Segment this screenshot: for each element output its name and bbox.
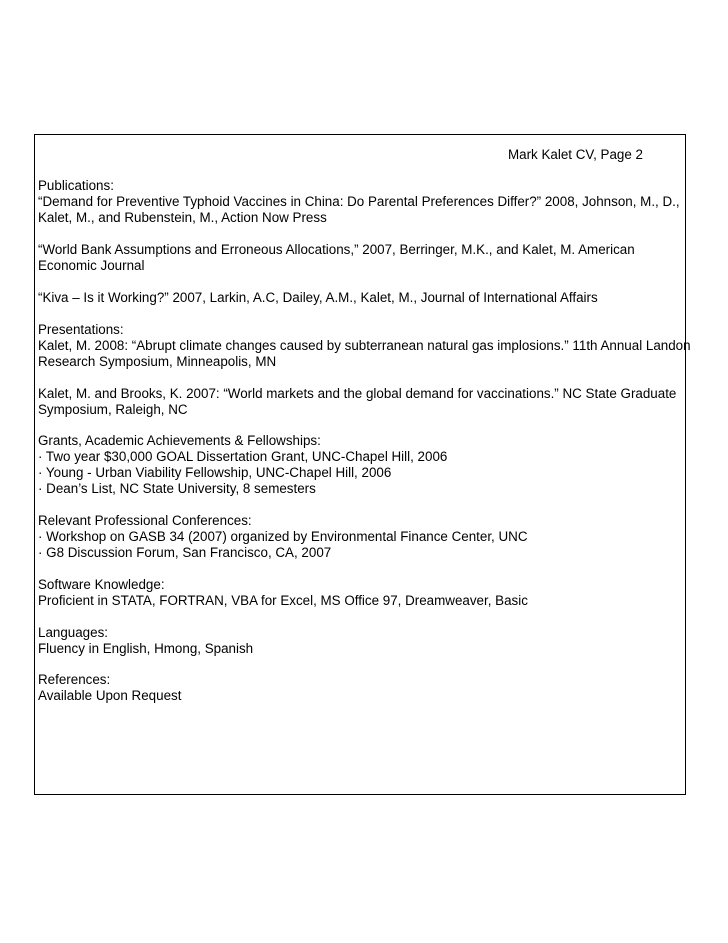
software-text: Proficient in STATA, FORTRAN, VBA for Excel, MS Office 97, Dreamweaver, Basic (38, 593, 528, 608)
presentations-heading: Presentations: (38, 322, 124, 337)
publication-line: Economic Journal (38, 258, 145, 273)
grant-item: · Two year $30,000 GOAL Dissertation Grant, UNC-Chapel Hill, 2006 (38, 449, 448, 464)
publication-line: “Kiva – Is it Working?” 2007, Larkin, A.C, Dailey, A.M., Kalet, M., Journal of International Affairs (38, 290, 598, 305)
software-heading: Software Knowledge: (38, 577, 165, 592)
grants-heading: Grants, Academic Achievements & Fellowships: (38, 433, 321, 448)
cv-page (38, 0, 728, 943)
publication-line: “Demand for Preventive Typhoid Vaccines in China: Do Parental Preferences Differ?” 2008, Johnson, M., D., (38, 194, 680, 209)
languages-heading: Languages: (38, 625, 108, 640)
publications-heading: Publications: (38, 178, 114, 193)
presentation-line: Kalet, M. and Brooks, K. 2007: “World markets and the global demand for vaccinations.” NC State Graduate (38, 386, 677, 401)
conferences-heading: Relevant Professional Conferences: (38, 513, 252, 528)
conference-item: · Workshop on GASB 34 (2007) organized by Environmental Finance Center, UNC (38, 529, 528, 544)
presentation-line: Research Symposium, Minneapolis, MN (38, 354, 277, 369)
references-text: Available Upon Request (38, 688, 182, 703)
conference-item: · G8 Discussion Forum, San Francisco, CA, 2007 (38, 545, 332, 560)
references-heading: References: (38, 672, 111, 687)
publication-line: Kalet, M., and Rubenstein, M., Action Now Press (38, 210, 327, 225)
publication-line: “World Bank Assumptions and Erroneous Allocations,” 2007, Berringer, M.K., and Kalet, M. American (38, 242, 635, 257)
presentation-line: Kalet, M. 2008: “Abrupt climate changes caused by subterranean natural gas implosions.” 11th Annual Landon (38, 338, 691, 353)
grant-item: · Dean’s List, NC State University, 8 semesters (38, 481, 316, 496)
grant-item: · Young - Urban Viability Fellowship, UNC-Chapel Hill, 2006 (38, 465, 392, 480)
page-header: Mark Kalet CV, Page 2 (508, 147, 643, 162)
presentation-line: Symposium, Raleigh, NC (38, 402, 188, 417)
languages-text: Fluency in English, Hmong, Spanish (38, 641, 254, 656)
